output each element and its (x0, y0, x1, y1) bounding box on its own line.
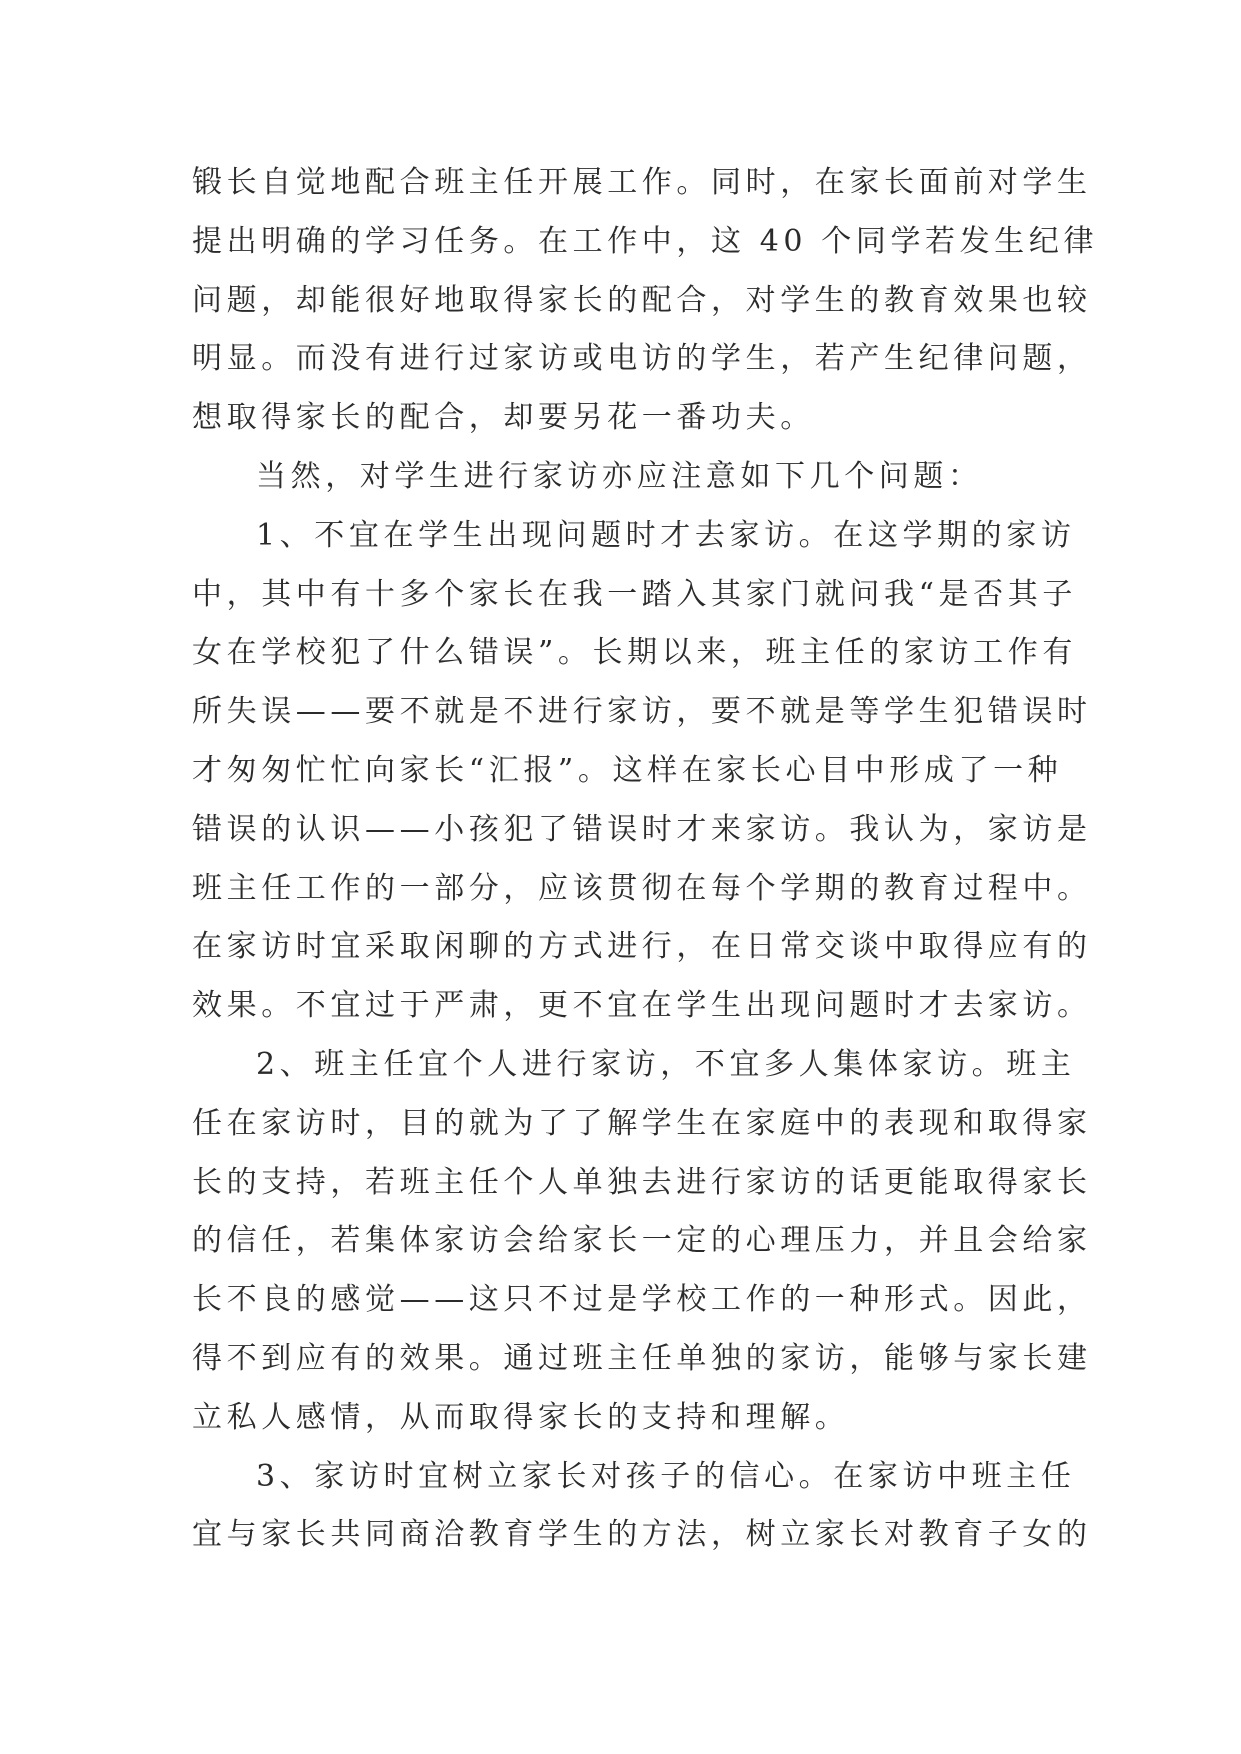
text-line: 任在家访时，目的就为了了解学生在家庭中的表现和取得家 (192, 1105, 1092, 1141)
text-line: 想取得家长的配合，却要另花一番功夫。 (192, 400, 815, 436)
text-line: 才匆匆忙忙向家长“汇报”。这样在家长心目中形成了一种 (192, 752, 1063, 788)
text-line: 女在学校犯了什么错误”。长期以来，班主任的家访工作有 (192, 635, 1077, 671)
text-line: 明显。而没有进行过家访或电访的学生，若产生纪律问题， (192, 341, 1092, 377)
text-line: 效果。不宜过于严肃，更不宜在学生出现问题时才去家访。 (192, 988, 1092, 1024)
text-line: 得不到应有的效果。通过班主任单独的家访，能够与家长建 (192, 1340, 1092, 1376)
text-line: 宜与家长共同商洽教育学生的方法，树立家长对教育子女的 (192, 1517, 1092, 1553)
document-body (192, 154, 1099, 1565)
paragraph-first-line: 1、不宜在学生出现问题时才去家访。在这学期的家访 (256, 517, 1076, 553)
text-line: 中，其中有十多个家长在我一踏入其家门就问我“是否其子 (192, 576, 1077, 612)
text-line: 提出明确的学习任务。在工作中，这 40 个同学若发生纪律 (192, 223, 1099, 259)
paragraph-first-line: 3、家访时宜树立家长对孩子的信心。在家访中班主任 (256, 1458, 1076, 1494)
paragraph-first-line: 当然，对学生进行家访亦应注意如下几个问题： (256, 458, 983, 494)
text-line: 的信任，若集体家访会给家长一定的心理压力，并且会给家 (192, 1223, 1092, 1259)
text-line: 在家访时宜采取闲聊的方式进行，在日常交谈中取得应有的 (192, 929, 1092, 965)
text-line: 班主任工作的一部分，应该贯彻在每个学期的教育过程中。 (192, 870, 1092, 906)
text-line: 锻长自觉地配合班主任开展工作。同时，在家长面前对学生 (192, 165, 1092, 200)
text-line: 立私人感情，从而取得家长的支持和理解。 (192, 1399, 850, 1435)
text-line: 长的支持，若班主任个人单独去进行家访的话更能取得家长 (192, 1164, 1092, 1200)
text-line: 长不良的感觉——这只不过是学校工作的一种形式。因此， (192, 1282, 1092, 1318)
text-line: 问题，却能很好地取得家长的配合，对学生的教育效果也较 (192, 282, 1092, 318)
paragraph-first-line: 2、班主任宜个人进行家访，不宜多人集体家访。班主 (256, 1046, 1076, 1082)
text-line: 所失误——要不就是不进行家访，要不就是等学生犯错误时 (192, 694, 1092, 730)
text-line: 错误的认识——小孩犯了错误时才来家访。我认为，家访是 (192, 811, 1092, 847)
